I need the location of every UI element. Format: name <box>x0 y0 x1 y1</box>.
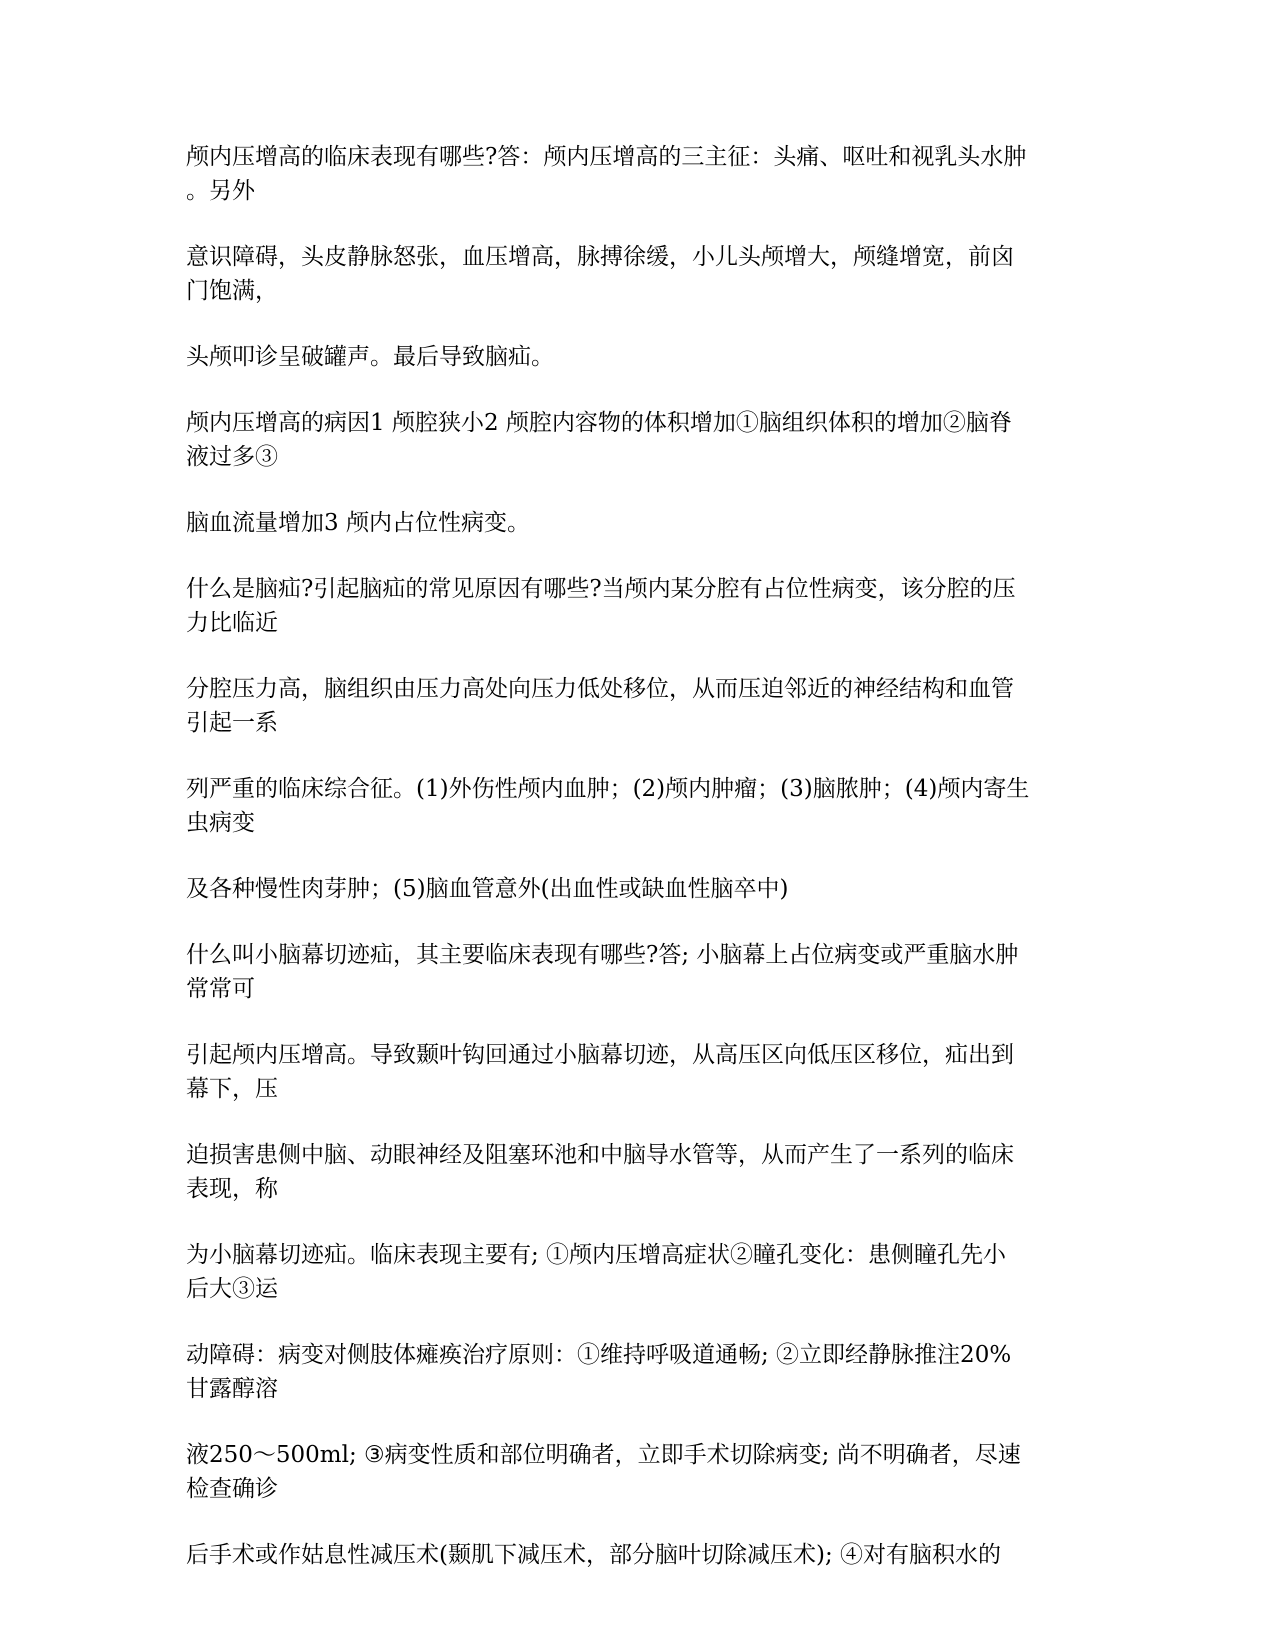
text-line: 虫病变 <box>186 810 255 836</box>
text-line: 意识障碍，头皮静脉怒张，血压增高，脉搏徐缓，小儿头颅增大，颅缝增宽，前囟 <box>186 244 1014 270</box>
text-line: 液250～500ml; ③病变性质和部位明确者，立即手术切除病变; 尚不明确者，尽速 <box>186 1442 1021 1468</box>
text-line: 甘露醇溶 <box>186 1376 278 1402</box>
text-line: 检查确诊 <box>186 1476 278 1502</box>
text-line: 表现，称 <box>186 1176 278 1202</box>
text-line: 什么叫小脑幕切迹疝，其主要临床表现有哪些?答; 小脑幕上占位病变或严重脑水肿 <box>186 942 1019 968</box>
paragraph-14 <box>186 1338 1086 1406</box>
text-line: 头颅叩诊呈破罐声。最后导致脑疝。 <box>186 344 554 370</box>
paragraph-13 <box>186 1238 1086 1306</box>
text-line: 动障碍：病变对侧肢体瘫痪治疗原则：①维持呼吸道通畅; ②立即经静脉推注20% <box>186 1342 1012 1368</box>
paragraph-7 <box>186 672 1086 740</box>
text-line: 液过多③ <box>186 444 278 470</box>
text-line: 列严重的临床综合征。(1)外伤性颅内血肿；(2)颅内肿瘤；(3)脑脓肿；(4)颅内寄生 <box>186 776 1030 802</box>
text-line: 及各种慢性肉芽肿；(5)脑血管意外(出血性或缺血性脑卒中) <box>186 876 789 902</box>
paragraph-15 <box>186 1438 1086 1506</box>
paragraph-1 <box>186 140 1086 208</box>
paragraph-11 <box>186 1038 1086 1106</box>
paragraph-16 <box>186 1538 1086 1572</box>
text-line: 门饱满， <box>186 278 278 304</box>
paragraph-4 <box>186 406 1086 474</box>
paragraph-2 <box>186 240 1086 308</box>
text-line: 常常可 <box>186 976 255 1002</box>
text-line: 颅内压增高的临床表现有哪些?答：颅内压增高的三主征：头痛、呕吐和视乳头水肿 <box>186 144 1027 170</box>
text-line: 。另外 <box>186 178 255 204</box>
document-body <box>186 140 1086 1604</box>
text-line: 颅内压增高的病因1 颅腔狭小2 颅腔内容物的体积增加①脑组织体积的增加②脑脊 <box>186 410 1012 436</box>
text-line: 引起颅内压增高。导致颞叶钩回通过小脑幕切迹，从高压区向低压区移位，疝出到 <box>186 1042 1014 1068</box>
paragraph-12 <box>186 1138 1086 1206</box>
paragraph-10 <box>186 938 1086 1006</box>
text-line: 分腔压力高，脑组织由压力高处向压力低处移位，从而压迫邻近的神经结构和血管 <box>186 676 1014 702</box>
paragraph-3 <box>186 340 1086 374</box>
paragraph-9 <box>186 872 1086 906</box>
paragraph-8 <box>186 772 1086 840</box>
paragraph-5 <box>186 506 1086 540</box>
text-line: 后大③运 <box>186 1276 278 1302</box>
text-line: 力比临近 <box>186 610 278 636</box>
text-line: 后手术或作姑息性减压术(颞肌下减压术，部分脑叶切除减压术); ④对有脑积水的 <box>186 1542 1002 1568</box>
paragraph-6 <box>186 572 1086 640</box>
text-line: 什么是脑疝?引起脑疝的常见原因有哪些?当颅内某分腔有占位性病变，该分腔的压 <box>186 576 1016 602</box>
text-line: 引起一系 <box>186 710 278 736</box>
text-line: 为小脑幕切迹疝。临床表现主要有; ①颅内压增高症状②瞳孔变化：患侧瞳孔先小 <box>186 1242 1007 1268</box>
text-line: 迫损害患侧中脑、动眼神经及阻塞环池和中脑导水管等，从而产生了一系列的临床 <box>186 1142 1014 1168</box>
text-line: 脑血流量增加3 颅内占位性病变。 <box>186 510 530 536</box>
text-line: 幕下，压 <box>186 1076 278 1102</box>
